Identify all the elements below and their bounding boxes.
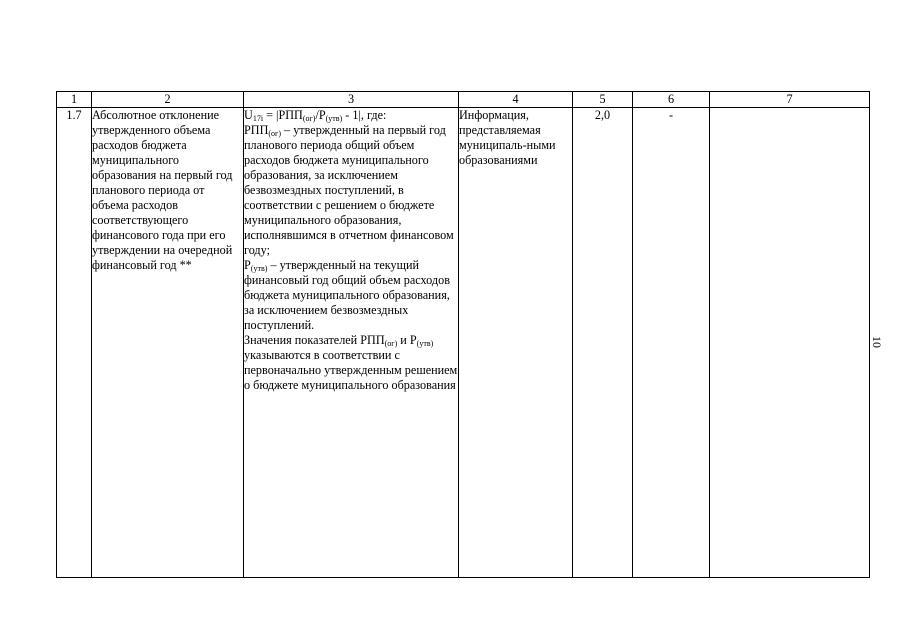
col-number-7: 7 xyxy=(710,92,870,108)
formula-note: Значения показателей $РПП_{(ог)}$ и $Р_{(утв)}$ указываются в соответствии с первоначально утвержденным решением о бюджете муниципального образования xyxy=(244,333,458,392)
formula-line: $U_{17i} = |РПП_{(ог)}/Р_{(утв)} - 1|$, где: xyxy=(244,108,387,123)
indicator-name: Абсолютное отклонение утвержденного объема расходов бюджета муниципального образования на первый год планового периода от объема расходов соответствующего финансового года при его утверждении на очередной финансовый год ** xyxy=(92,108,244,578)
col-number-3: 3 xyxy=(244,92,459,108)
col-number-5: 5 xyxy=(573,92,633,108)
table-row xyxy=(57,108,870,578)
col-number-2: 2 xyxy=(92,92,244,108)
formula-definition-r: $Р_{(утв)}$ – утвержденный на текущий финансовый год общий объем расходов бюджета муниципального образования, за исключением безвозмездных поступлений. xyxy=(244,258,450,332)
column-6-value: - xyxy=(633,108,710,578)
formula-definition-rpp: $РПП_{(ог)}$ – утвержденный на первый год планового периода общий объем расходов бюджета муниципального образования, за исключением безвозмездных поступлений, в соответствии с решением о бюджете муниципального образования, исполнявшимся в отчетном финансовом году; xyxy=(244,123,454,257)
row-number: 1.7 xyxy=(57,108,92,578)
column-number-row xyxy=(57,92,870,108)
data-source: Информация, представляемая муниципаль-ными образованиями xyxy=(459,108,573,578)
indicator-formula xyxy=(244,108,459,578)
weight-value: 2,0 xyxy=(573,108,633,578)
column-7-value xyxy=(710,108,870,578)
col-number-6: 6 xyxy=(633,92,710,108)
indicator-table xyxy=(56,91,870,578)
page-number: 10 xyxy=(870,336,884,348)
col-number-1: 1 xyxy=(57,92,92,108)
col-number-4: 4 xyxy=(459,92,573,108)
